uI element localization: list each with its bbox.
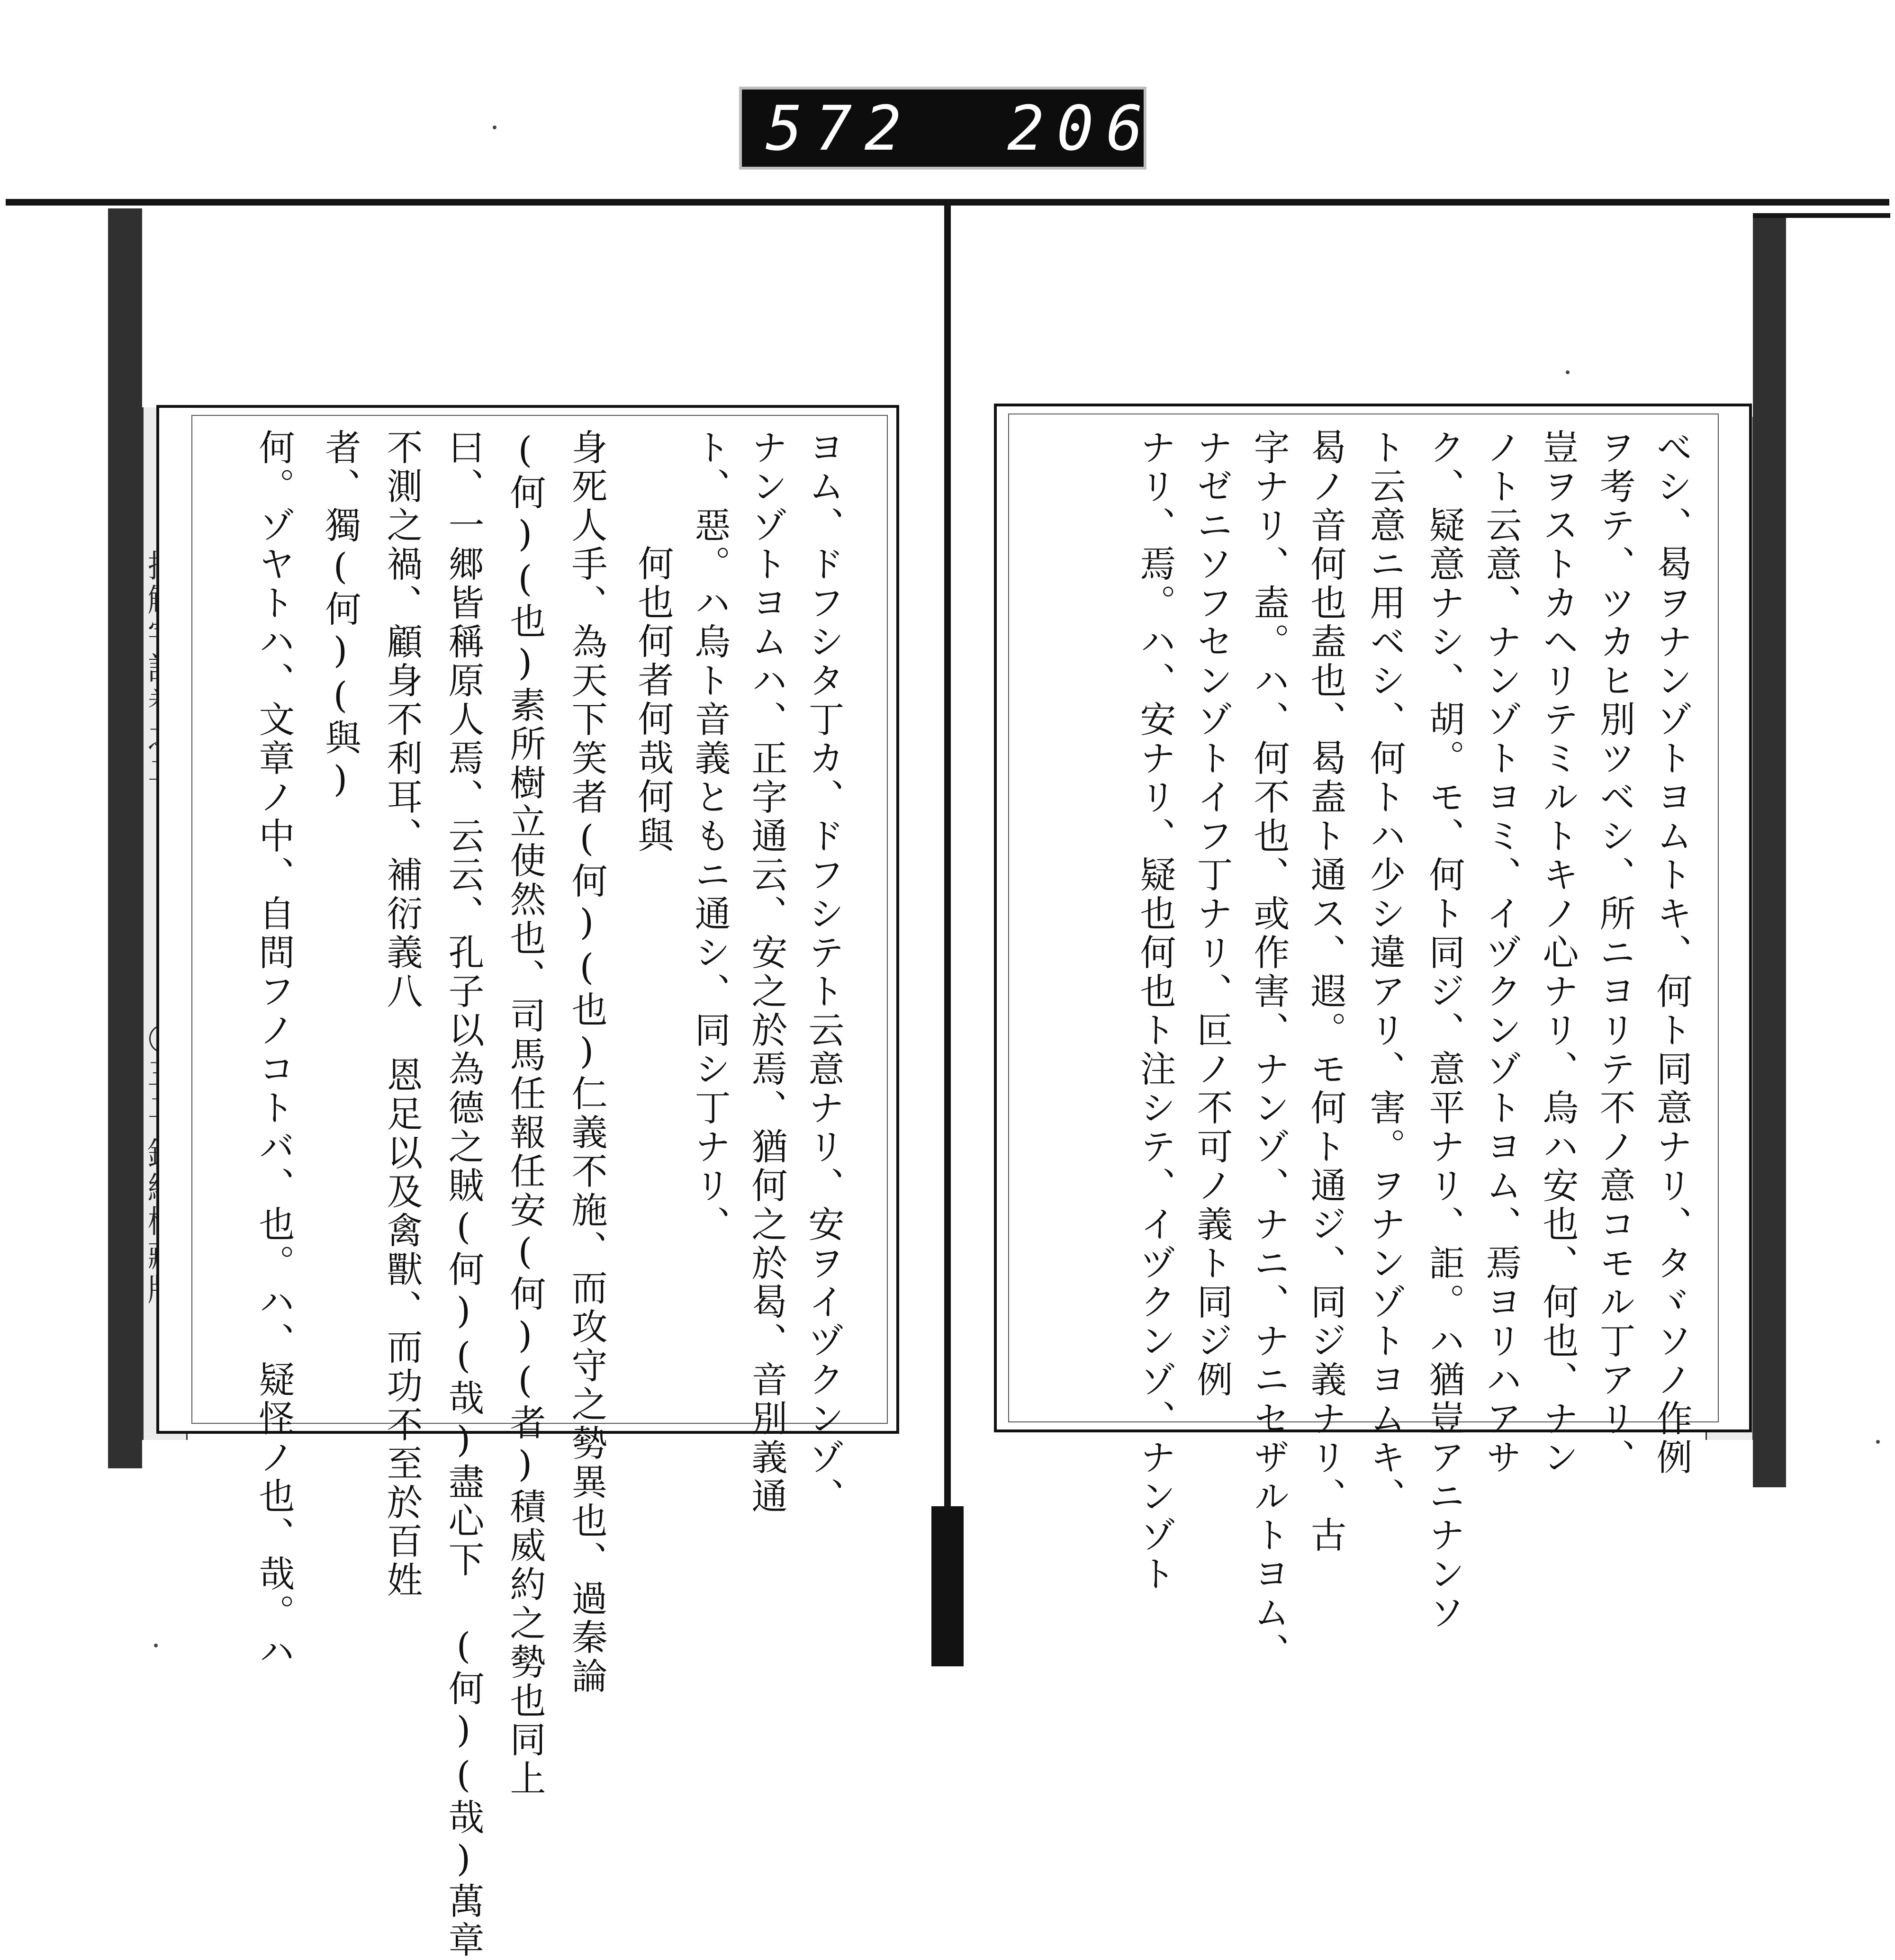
left-col-10: 何。ゾヤトハ、文章ノ中、自問フノコトバ、也。ハ、疑怪ノ也、哉。ハ [253, 429, 295, 1672]
left-col-2: ナンゾトヨムハ、正字通云、安之於焉、猶何之於曷、音別義通 [746, 429, 788, 1516]
scan-speck [154, 1644, 158, 1647]
right-col-8: 字ナリ、盍。ハ、何不也、或作害、ナンゾ、ナニ、ナニセザルトヨム、 [1248, 429, 1290, 1672]
right-col-5: ク、疑意ナシ、胡。モ、何ト同ジ、意平ナリ、詎。ハ猶豈アニナンソ [1423, 429, 1465, 1633]
right-col-7: 曷ノ音何也盍也、曷盍ト通ス、遐。モ何ト通ジ、同ジ義ナリ、古 [1305, 429, 1347, 1555]
catalog-number-left: 572 [766, 92, 914, 164]
center-spine-cord [944, 199, 951, 1573]
left-col-6: (何)(也)素所樹立使然也、司馬任報任安(何)(者)積威約之勢也同上 [504, 429, 546, 1798]
scan-speck [493, 126, 496, 129]
catalog-number-right: 206. [1007, 92, 1205, 164]
left-col-1: ヨム、ドフシタ丁カ、ドフシテト云意ナリ、安ヲイヅクンゾ、 [803, 429, 845, 1516]
scan-speck [1566, 370, 1570, 374]
left-col-7: 曰、一郷皆稱原人焉、云云、孔子以為德之賊(何)(哉)盡心下 (何)(哉)萬章 [442, 429, 485, 1960]
right-col-3: 豈ヲストカヘリテミルトキノ心ナリ、烏ハ安也、何也、ナン [1537, 429, 1579, 1477]
right-page-spine-shadow [1753, 218, 1786, 1487]
left-col-3: ト、惡。ハ烏ト音義ともニ通シ、同シ丁ナリ、 [689, 429, 731, 1244]
right-col-4: ノト云意、ナンゾトヨミ、イヅクンゾトヨム、焉ヨリハアサ [1480, 429, 1522, 1477]
left-col-8: 不測之禍、顧身不利耳、補衍義八 恩足以及禽獸、而功不至於百姓 [381, 429, 423, 1600]
right-col-2: ヲ考テ、ツカヒ別ツベシ、所ニヨリテ不ノ意コモル丁アリ、 [1594, 429, 1636, 1477]
bookmark-tassel [931, 1506, 964, 1666]
right-col-1: べシ、曷ヲナンゾトヨムトキ、何ト同意ナリ、タヾソノ作例 [1651, 429, 1693, 1477]
right-col-9: ナゼニソフセンゾトイフ丁ナリ、叵ノ不可ノ義ト同ジ例 [1191, 429, 1233, 1400]
left-col-5: 身死人手、為天下笑者(何)(也)仁義不施、而攻守之勢異也、過秦論 [566, 429, 608, 1696]
catalog-label [739, 87, 1205, 170]
top-rod-right-end [1753, 213, 1890, 218]
left-col-9: 者、獨(何)(與) [319, 429, 361, 803]
left-page-spine-shadow [108, 208, 142, 1468]
right-col-10: ナリ、焉。ハ、安ナリ、疑也何也ト注シテ、イヅクンゾ、ナンゾト [1134, 429, 1176, 1594]
left-col-4-heading: 何也何者何哉何與 [632, 545, 674, 855]
right-col-6: ト云意ニ用ベシ、何トハ少シ違アリ、害。ヲナンゾトヨムキ、 [1364, 429, 1406, 1516]
scan-speck [1876, 1440, 1880, 1444]
